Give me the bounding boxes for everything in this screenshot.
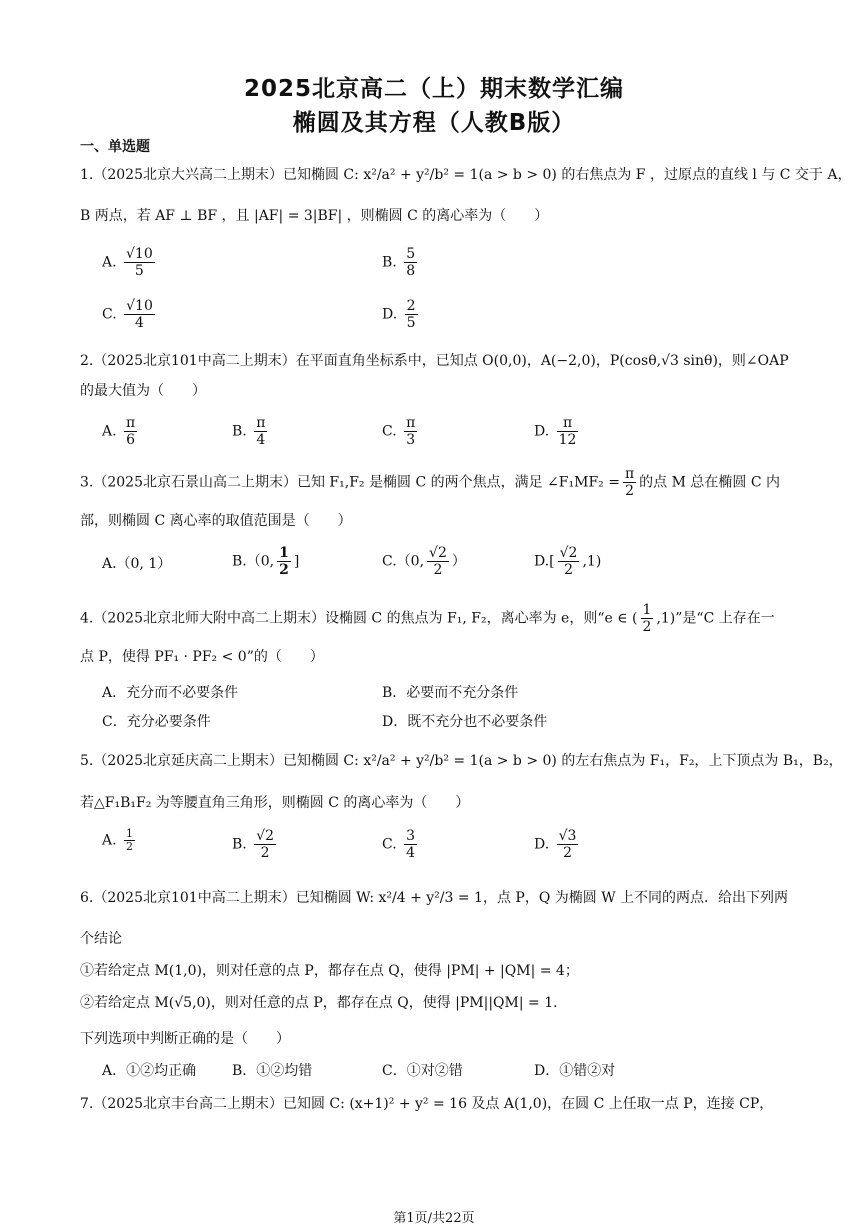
q2-stem-line1: 2.（2025北京101中高二上期末）在平面直角坐标系中，已知点 O(0,0)，A(−2,0)，P(cosθ,√3 sinθ)，则∠OAP (80, 353, 789, 369)
q6-stem-line3: 下列选项中判断正确的是（ ） (80, 1031, 290, 1047)
q5-option-b: B. $\frac{√2}{2}$ (232, 828, 275, 861)
q6-option-b: B．①②均错 (232, 1063, 313, 1079)
q6-conclusion-1: ①若给定点 M(1,0)，则对任意的点 P，都存在点 Q，使得 |PM| + |QM| = 4； (80, 963, 579, 979)
q6-conclusion-2: ②若给定点 M(√5,0)，则对任意的点 P，都存在点 Q，使得 |PM||QM| = 1． (80, 995, 568, 1011)
q5-option-c: C. $\frac{3}{4}$ (382, 828, 416, 861)
q4-stem-line2: 点 P，使得 PF₁ · PF₂ < 0”的（ ） (80, 649, 324, 665)
q6-stem-line2: 个结论 (80, 931, 122, 947)
q3-option-b: B.（0, $\frac{1}{2}$ ] (232, 545, 300, 578)
q5-option-d: D. $\frac{√3}{2}$ (534, 828, 577, 861)
q6-option-a: A．①②均正确 (102, 1063, 197, 1079)
page-footer: 第1页/共22页 (393, 1211, 475, 1226)
q1-stem-line2: B 两点，若 AF ⊥ BF ，且 |AF| = 3|BF| ，则椭圆 C 的离心率为（ ） (80, 208, 549, 224)
q5-stem-line1: 5.（2025北京延庆高二上期末）已知椭圆 C: x²/a² + y²/b² = 1(a > b > 0) 的左右焦点为 F₁，F₂，上下顶点为 B₁，B₂， (80, 753, 843, 769)
q6-stem-line1: 6.（2025北京101中高二上期末）已知椭圆 W: x²/4 + y²/3 = 1，点 P，Q 为椭圆 W 上不同的两点．给出下列两 (80, 890, 789, 906)
q6-option-d: D．①错②对 (534, 1063, 616, 1079)
q3-option-a: A.（0, 1） (102, 556, 172, 572)
q2-stem-line2: 的最大值为（ ） (80, 383, 206, 399)
q3-option-c: C.（0, $\frac{√2}{2}$ ） (382, 545, 466, 578)
q1-option-c: C. $\frac{√10}{4}$ (102, 298, 153, 331)
q3-stem-line2: 部，则椭圆 C 离心率的取值范围是（ ） (80, 513, 352, 529)
q5-option-a: A. $\frac{1}{2}$ (102, 827, 134, 853)
q6-option-c: C．①对②错 (382, 1063, 463, 1079)
doc-title-line1: 2025北京高二（上）期末数学汇编 (243, 76, 624, 102)
q2-option-c: C. $\frac{\pi}{3}$ (382, 415, 416, 448)
q4-stem-line1: 4.（2025北京北师大附中高二上期末）设椭圆 C 的焦点为 F₁, F₂，离心率为 e，则“e ∈ ( $\frac{1}{2}$ ,1)”是“C 上存在一 (80, 602, 775, 635)
q1-option-d: D. $\frac{2}{5}$ (382, 298, 416, 331)
q4-option-c: C．充分必要条件 (102, 714, 211, 730)
q2-option-b: B. $\frac{\pi}{4}$ (232, 415, 266, 448)
q7-stem-line1: 7.（2025北京丰台高二上期末）已知圆 C: (x+1)² + y² = 16 及点 A(1,0)，在圆 C 上任取一点 P，连接 CP， (80, 1096, 774, 1112)
q2-option-d: D. $\frac{\pi}{12}$ (534, 415, 577, 448)
q1-option-b: B. $\frac{5}{8}$ (382, 246, 416, 279)
q3-option-d: D.[ $\frac{√2}{2}$ ,1) (534, 545, 602, 578)
section-heading: 一、单选题 (80, 139, 150, 155)
q1-option-a: A. $\frac{√10}{5}$ (102, 246, 153, 279)
q1-stem-line1: 1.（2025北京大兴高二上期末）已知椭圆 C: x²/a² + y²/b² = 1(a > b > 0) 的右焦点为 F ，过原点的直线 l 与 C 交于 A， (80, 167, 852, 183)
q4-option-b: B．必要而不充分条件 (382, 685, 519, 701)
q2-option-a: A. $\frac{\pi}{6}$ (102, 415, 136, 448)
doc-title-line2: 椭圆及其方程（人教B版） (292, 110, 576, 136)
q3-stem-line1: 3.（2025北京石景山高二上期末）已知 F₁,F₂ 是椭圆 C 的两个焦点，满足 ∠F₁MF₂ = $\frac{\pi}{2}$ 的点 M 总在椭圆 C 内 (80, 466, 781, 499)
q4-option-d: D．既不充分也不必要条件 (382, 714, 548, 730)
q5-stem-line2: 若△F₁B₁F₂ 为等腰直角三角形，则椭圆 C 的离心率为（ ） (80, 795, 470, 811)
q4-option-a: A．充分而不必要条件 (102, 685, 239, 701)
